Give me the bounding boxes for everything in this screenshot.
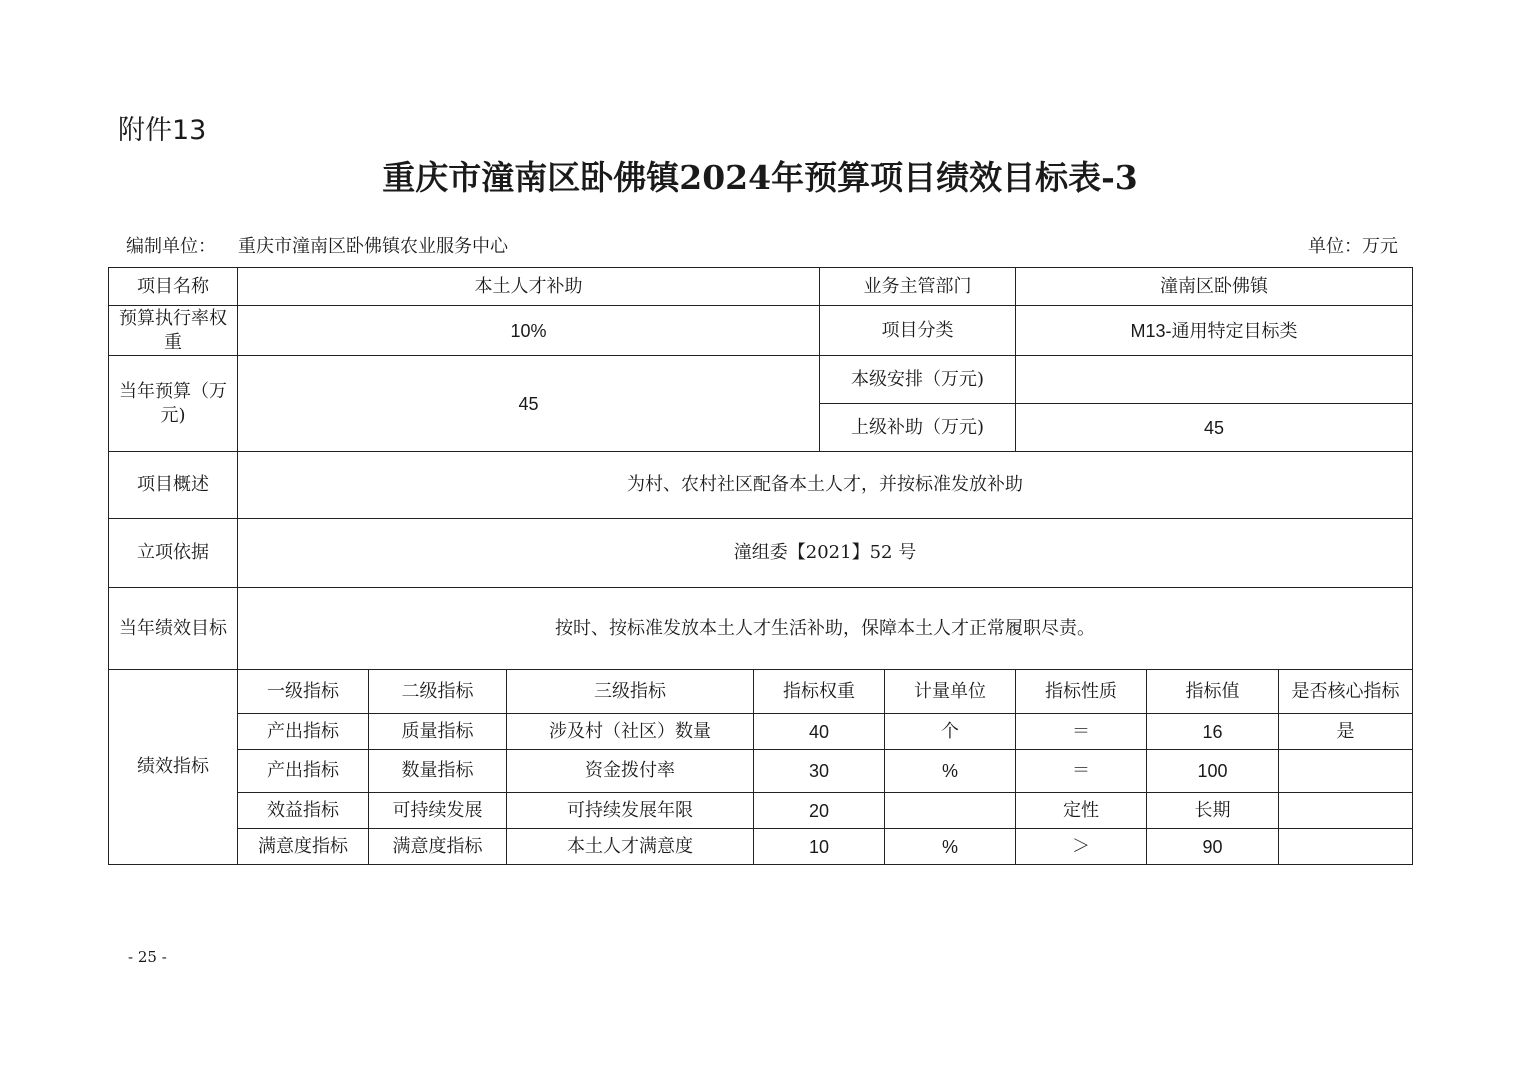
performance-table — [108, 267, 1413, 865]
category-value: M13-通用特定目标类 — [1016, 306, 1413, 356]
basis-value: 潼组委【2021】52 号 — [238, 519, 1413, 588]
overview-value: 为村、农村社区配备本土人才，并按标准发放补助 — [238, 452, 1413, 519]
upper-subsidy-value: 45 — [1016, 404, 1413, 452]
cell-weight: 20 — [754, 793, 885, 829]
header-level2: 二级指标 — [369, 670, 507, 714]
indicator-row — [109, 829, 1413, 865]
cell-level2: 数量指标 — [369, 750, 507, 793]
annual-goal-value: 按时、按标准发放本土人才生活补助，保障本土人才正常履职尽责。 — [238, 588, 1413, 670]
cell-weight: 40 — [754, 714, 885, 750]
project-name-value: 本土人才补助 — [238, 268, 820, 306]
cell-value: 90 — [1147, 829, 1279, 865]
basis-label: 立项依据 — [109, 519, 238, 588]
cell-core — [1279, 829, 1413, 865]
attachment-label: 附件13 — [118, 115, 207, 146]
indicator-row — [109, 750, 1413, 793]
dept-value: 潼南区卧佛镇 — [1016, 268, 1413, 306]
header-level1: 一级指标 — [238, 670, 369, 714]
overview-label: 项目概述 — [109, 452, 238, 519]
cell-level3: 可持续发展年限 — [507, 793, 754, 829]
cell-level2: 满意度指标 — [369, 829, 507, 865]
cell-unit — [885, 793, 1016, 829]
dept-label: 业务主管部门 — [820, 268, 1016, 306]
cell-level1: 产出指标 — [238, 714, 369, 750]
indicator-row — [109, 793, 1413, 829]
indicators-section-label: 绩效指标 — [109, 670, 238, 865]
cell-weight: 10 — [754, 829, 885, 865]
exec-rate-label: 预算执行率权重 — [109, 306, 238, 356]
row-local-budget — [109, 356, 1413, 404]
cell-level2: 可持续发展 — [369, 793, 507, 829]
cell-level1: 产出指标 — [238, 750, 369, 793]
cell-level1: 效益指标 — [238, 793, 369, 829]
project-name-label: 项目名称 — [109, 268, 238, 306]
cell-level2: 质量指标 — [369, 714, 507, 750]
cell-nature: ＞ — [1016, 829, 1147, 865]
header-nature: 指标性质 — [1016, 670, 1147, 714]
cell-level3: 资金拨付率 — [507, 750, 754, 793]
page-number: - 25 - — [128, 948, 167, 966]
cell-core: 是 — [1279, 714, 1413, 750]
local-budget-value — [1016, 356, 1413, 404]
row-basis — [109, 519, 1413, 588]
header-level3: 三级指标 — [507, 670, 754, 714]
header-core: 是否核心指标 — [1279, 670, 1413, 714]
cell-value: 长期 — [1147, 793, 1279, 829]
cell-value: 16 — [1147, 714, 1279, 750]
cell-unit: % — [885, 829, 1016, 865]
row-exec-rate — [109, 306, 1413, 356]
cell-unit: 个 — [885, 714, 1016, 750]
cell-level1: 满意度指标 — [238, 829, 369, 865]
upper-subsidy-label: 上级补助（万元) — [820, 404, 1016, 452]
unit-label: 单位：万元 — [1308, 236, 1398, 257]
row-overview — [109, 452, 1413, 519]
compiler-value: 重庆市潼南区卧佛镇农业服务中心 — [238, 236, 508, 257]
compiler-label: 编制单位： — [126, 236, 216, 257]
cell-core — [1279, 750, 1413, 793]
indicator-header-row — [109, 670, 1413, 714]
budget-label: 当年预算（万元) — [109, 356, 238, 452]
compiler-info — [126, 232, 508, 258]
row-annual-goal — [109, 588, 1413, 670]
exec-rate-value: 10% — [238, 306, 820, 356]
cell-nature: ＝ — [1016, 714, 1147, 750]
cell-core — [1279, 793, 1413, 829]
header-unit: 计量单位 — [885, 670, 1016, 714]
cell-level3: 涉及村（社区）数量 — [507, 714, 754, 750]
header-weight: 指标权重 — [754, 670, 885, 714]
row-project-name — [109, 268, 1413, 306]
header-value: 指标值 — [1147, 670, 1279, 714]
cell-nature: ＝ — [1016, 750, 1147, 793]
cell-weight: 30 — [754, 750, 885, 793]
annual-goal-label: 当年绩效目标 — [109, 588, 238, 670]
cell-unit: % — [885, 750, 1016, 793]
local-budget-label: 本级安排（万元) — [820, 356, 1016, 404]
cell-value: 100 — [1147, 750, 1279, 793]
cell-level3: 本土人才满意度 — [507, 829, 754, 865]
indicator-row — [109, 714, 1413, 750]
category-label: 项目分类 — [820, 306, 1016, 356]
cell-nature: 定性 — [1016, 793, 1147, 829]
page-title: 重庆市潼南区卧佛镇2024年预算项目绩效目标表-3 — [382, 158, 1138, 197]
budget-value: 45 — [238, 356, 820, 452]
